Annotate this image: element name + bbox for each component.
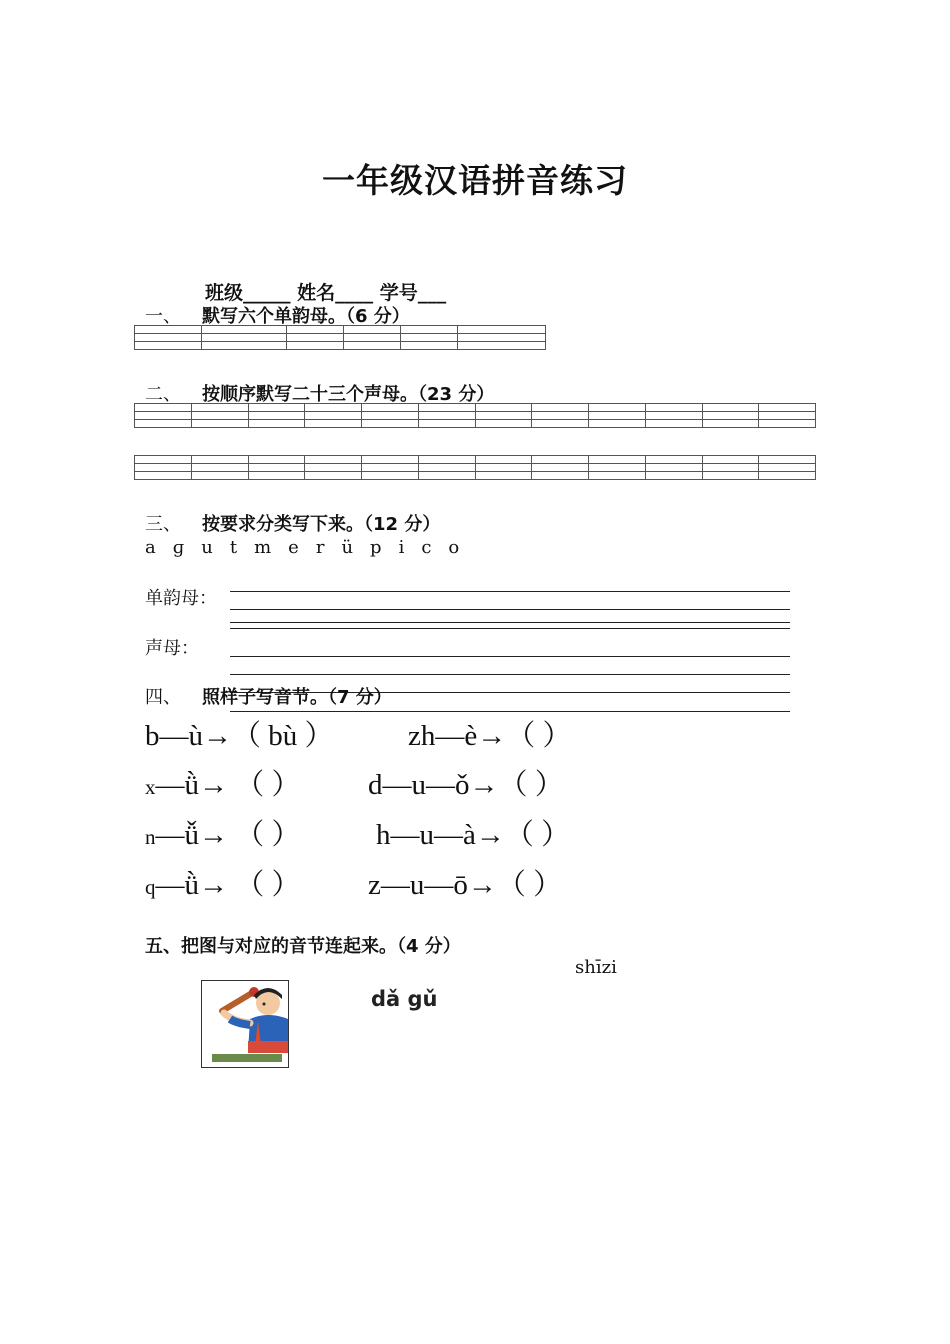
label-consonant: 声母： (145, 638, 199, 659)
letter: p (370, 537, 382, 558)
syllable-row-n[interactable]: n—ǚ→ （ ） (145, 819, 301, 851)
drum-child-illustration (202, 981, 288, 1067)
writing-line (230, 609, 790, 610)
drumming-child-image[interactable] (201, 980, 289, 1068)
syllable-row-x[interactable]: x—ǜ→ （ ） (145, 769, 301, 801)
syllable-dagu[interactable]: dǎ gǔ (371, 987, 438, 1011)
writing-line (230, 622, 790, 623)
syllable-answer-zuo[interactable]: z—u—ō→（ ） (368, 869, 563, 901)
letter: u (201, 537, 213, 558)
label-single-vowel: 单韵母： (145, 588, 217, 609)
section-2-number: 二、 (145, 384, 181, 405)
section-3-number: 三、 (145, 514, 181, 535)
letter: a (145, 537, 156, 558)
consonant-grid-2[interactable] (134, 455, 816, 480)
section-2-heading: 按顺序默写二十三个声母。（23 分） (202, 384, 495, 405)
syllable-shizi[interactable]: shīzi (575, 957, 617, 978)
section-3-heading: 按要求分类写下来。（12 分） (202, 514, 441, 535)
writing-line (230, 656, 790, 657)
letter: r (315, 537, 325, 558)
syllable-answer-hua[interactable]: h—u—à→（ ） (376, 819, 571, 851)
writing-line (230, 591, 790, 592)
letter: e (288, 537, 299, 558)
syllable-answer-zhe[interactable]: zh—è→（ ） (408, 720, 572, 752)
letter: i (398, 537, 405, 558)
letter: ü (341, 537, 354, 558)
student-info: 班级_____ 姓名____ 学号___ (205, 282, 447, 304)
section-4-heading: 照样子写音节。（7 分） (202, 687, 392, 708)
page-title: 一年级汉语拼音练习 (322, 161, 628, 200)
section-1-number: 一、 (145, 306, 181, 327)
letter: ɡ (172, 537, 185, 558)
letter: o (448, 537, 460, 558)
writing-line (230, 711, 790, 712)
section-4-number: 四、 (145, 687, 181, 708)
letter: m (254, 537, 272, 558)
letter: t (229, 537, 238, 558)
section-1-heading: 默写六个单韵母。（6 分） (202, 306, 410, 327)
letter-list (145, 537, 476, 558)
syllable-row-q[interactable]: q—ǜ→ （ ） (145, 869, 301, 901)
writing-line (230, 674, 790, 675)
syllable-answer-duo[interactable]: d—u—ǒ→（ ） (368, 769, 564, 801)
vowel-writing-grid[interactable] (134, 325, 546, 350)
letter: c (421, 537, 432, 558)
syllable-example: b—ù→（ bù ） (145, 720, 334, 752)
consonant-grid-1[interactable] (134, 403, 816, 428)
writing-line (230, 628, 790, 629)
section-5-heading: 五、把图与对应的音节连起来。（4 分） (145, 936, 461, 957)
